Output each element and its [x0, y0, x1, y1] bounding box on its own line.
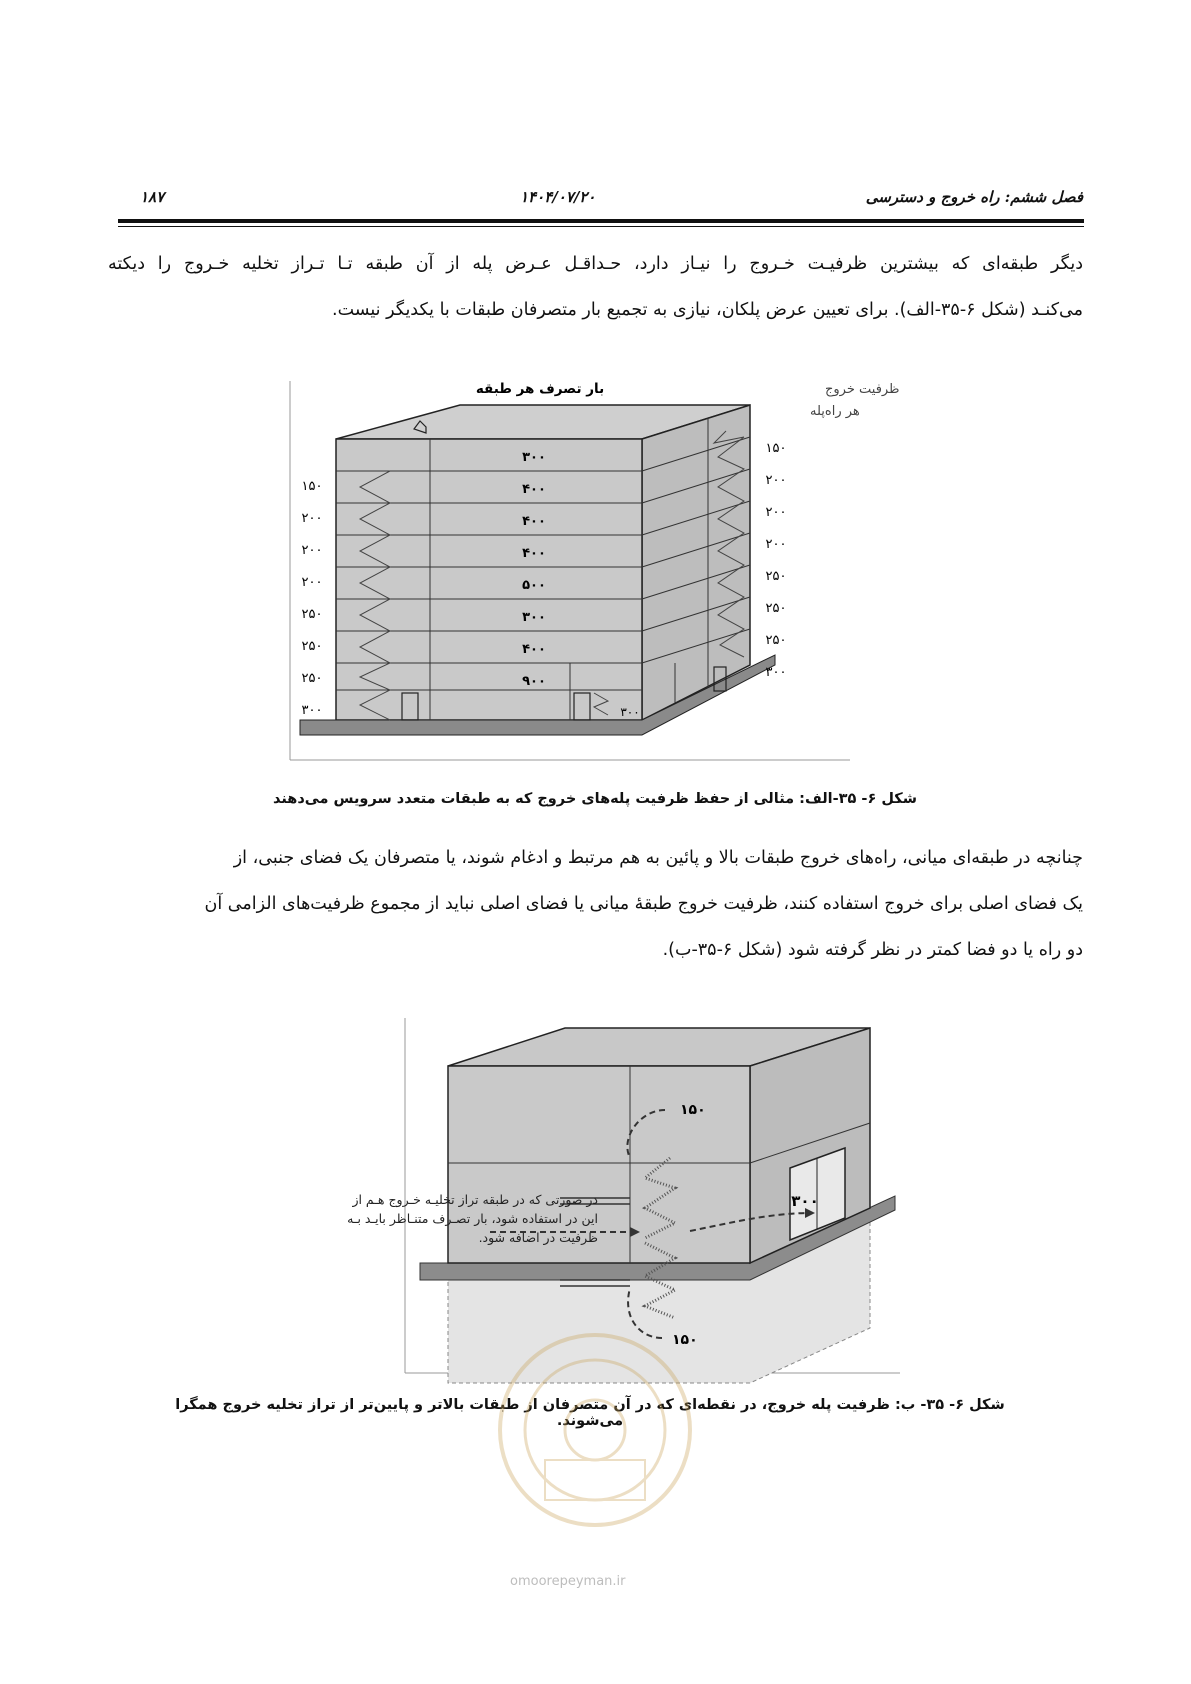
floor-load-label: ۳۰۰	[522, 450, 546, 465]
watermark-url: omoorepeyman.ir	[510, 1574, 626, 1589]
upper-stair-capacity: ۱۵۰	[680, 1102, 706, 1118]
left-stair-capacity: ۳۰۰	[301, 703, 323, 718]
figure-b-caption: شکل ۶- ۳۵- ب: ظرفیت پله خروج، در نقطه‌ای که در آن متصرفان از طبقات بالاتر و پایین‌تر از تراز تخلیه خروج همگرا می‌شوند.	[175, 1397, 1005, 1429]
paragraph-2	[108, 835, 1083, 973]
paragraph-1	[108, 241, 1083, 333]
building-front-face	[336, 439, 642, 720]
figure-a-title-exit-capacity-1: ظرفیت خروج	[825, 382, 900, 397]
left-stair-capacity: ۲۵۰	[301, 639, 323, 654]
figure-a-building-diagram	[290, 365, 900, 765]
left-stair-capacity: ۲۵۰	[301, 607, 323, 622]
figure-a-title-exit-capacity-2: هر راه‌پله	[810, 404, 860, 419]
paragraph-1-line-2: می‌کنـد (شکل ۶-۳۵-الف). برای تعیین عرض پلکان، نیازی به تجمیع بار متصرفان طبقات با یکدیگر نیست.	[332, 300, 1083, 320]
paragraph-1-line-1: دیگر طبقه‌ای که بیشترین ظرفیـت خـروج را نیـاز دارد، حـداقـل عـرض پله از آن طبقه تـا تـراز تخلیه خـروج را دیکته	[108, 254, 1083, 274]
right-stair-capacity: ۳۰۰	[765, 665, 787, 680]
building-side-face	[642, 405, 750, 720]
floor-load-label: ۹۰۰	[522, 674, 546, 689]
figure-b-note	[302, 1190, 598, 1247]
figure-b-note-line: ظرفیت در اضافه شود.	[478, 1230, 598, 1245]
right-stair-capacity: ۲۰۰	[765, 473, 787, 488]
floor-load-label: ۵۰۰	[522, 578, 546, 593]
header-rule-thin	[118, 226, 1084, 227]
right-stair-capacity: ۲۵۰	[765, 569, 787, 584]
figure-b-note-line: در صورتی که در طبقه تراز تخلیـه خـروج هـم از	[352, 1192, 598, 1207]
figure-a-caption: شکل ۶- ۳۵-الف: مثالی از حفظ ظرفیت پله‌های خروج که به طبقات متعدد سرویس می‌دهند	[273, 791, 917, 807]
right-stair-capacity: ۱۵۰	[765, 441, 787, 456]
floor-load-label: ۴۰۰	[522, 482, 546, 497]
floor-load-label: ۳۰۰	[522, 610, 546, 625]
header-rule-thick	[118, 219, 1084, 223]
page-number: ۱۸۷	[140, 188, 165, 206]
figure-a-title-occupant-load: بار تصرف هر طبقه	[475, 381, 605, 397]
figure-b-note-line: این در استفاده شود، بار تصـرف متنـاظر بایـد بـه	[347, 1211, 598, 1226]
floor-load-label: ۴۰۰	[522, 514, 546, 529]
door-capacity: ۳۰۰	[791, 1192, 819, 1210]
right-stair-capacity: ۲۵۰	[765, 633, 787, 648]
right-stair-capacity: ۲۵۰	[765, 601, 787, 616]
left-stair-capacity: ۲۰۰	[301, 543, 323, 558]
paragraph-2-line-3: دو راه یا دو فضا کمتر در نظر گرفته شود (شکل ۶-۳۵-ب).	[662, 940, 1083, 960]
paragraph-2-line-1: چنانچه در طبقه‌ای میانی، راه‌های خروج طبقات بالا و پائین به هم مرتبط و ادغام شوند، یا متصرفان یک فضای جنبی، از	[233, 848, 1083, 868]
right-stair-capacity: ۲۰۰	[765, 505, 787, 520]
floor-load-label: ۴۰۰	[522, 546, 546, 561]
left-stair-capacity: ۲۰۰	[301, 575, 323, 590]
ground-door-capacity: ۳۰۰	[620, 705, 640, 719]
paragraph-2-line-2: یک فضای اصلی برای خروج استفاده کنند، ظرفیت خروج طبقهٔ میانی یا فضای اصلی نباید از مجموع ظرفیت‌های الزامی آن	[204, 894, 1083, 914]
floor-load-label: ۴۰۰	[522, 642, 546, 657]
left-stair-capacity: ۲۵۰	[301, 671, 323, 686]
watermark-seal-logo	[490, 1310, 700, 1570]
chapter-title: فصل ششم: راه خروج و دسترسی	[865, 188, 1083, 206]
right-stair-capacity: ۲۰۰	[765, 537, 787, 552]
header-date: ۱۴۰۴/۰۷/۲۰	[520, 188, 596, 206]
lower-stair-capacity: ۱۵۰	[672, 1332, 698, 1348]
left-stair-capacity: ۲۰۰	[301, 511, 323, 526]
left-stair-capacity: ۱۵۰	[301, 479, 323, 494]
